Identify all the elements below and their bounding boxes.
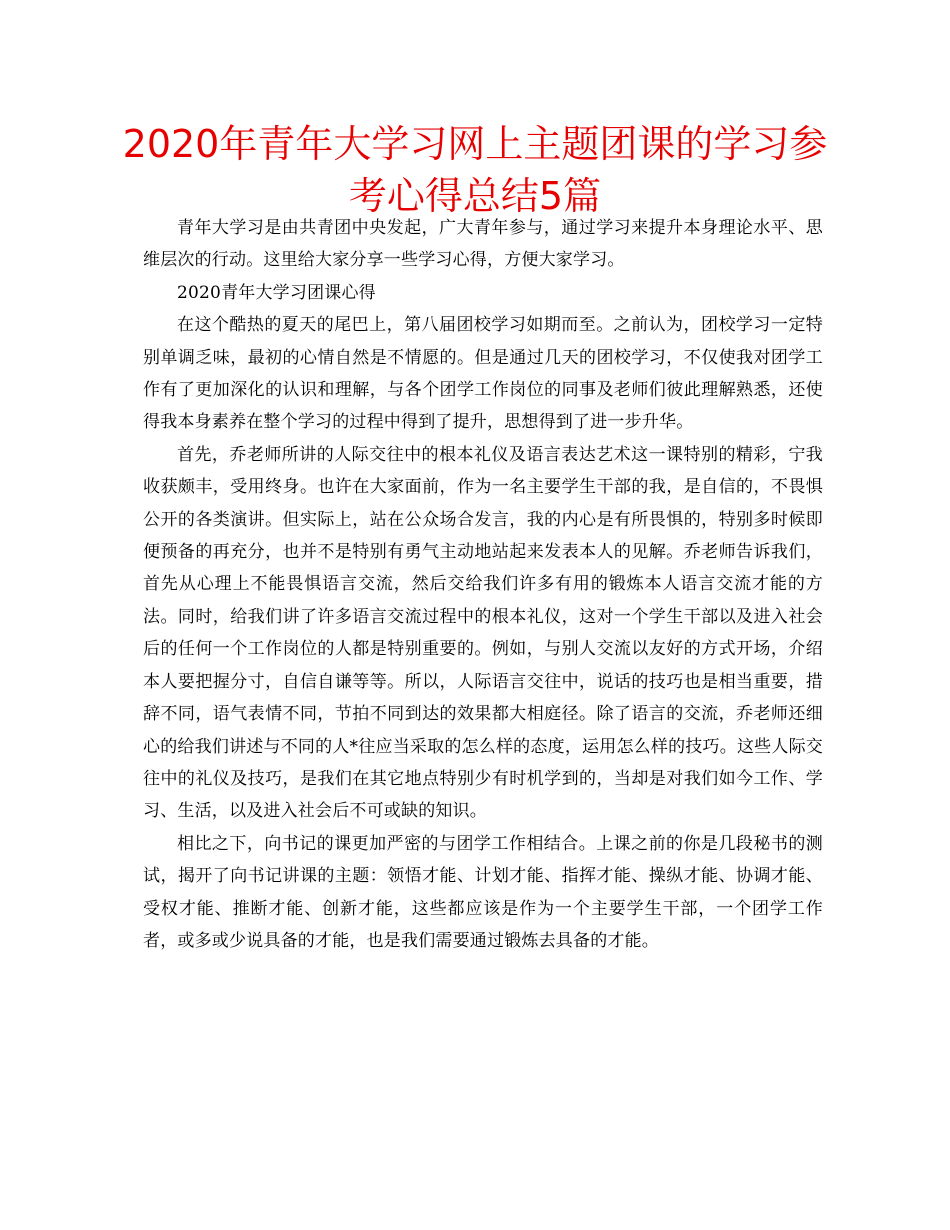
body-paragraph: 相比之下，向书记的课更加严密的与团学工作相结合。上课之前的你是几段秘书的测试，揭开了向书记讲课的主题：领悟才能、计划才能、指挥才能、操纵才能、协调才能、受权才能、推断才能、创新才能，这些都应该是作为一个主要学生干部，一个团学工作者，或多或少说具备的才能，也是我们需要通过锻炼去具备的才能。 xyxy=(143,833,823,951)
body-paragraph: 在这个酷热的夏天的尾巴上，第八届团校学习如期而至。之前认为，团校学习一定特别单调乏味，最初的心情自然是不情愿的。但是通过几天的团校学习，不仅使我对团学工作有了更加深化的认识和理解，与各个团学工作岗位的同事及老师们彼此理解熟悉，还使得我本身素养在整个学习的过程中得到了提升，思想得到了进一步升华。 xyxy=(143,315,823,433)
document-title-line-1: 2020年青年大学习网上主题团课的学习参 xyxy=(122,122,828,166)
document-body xyxy=(143,212,823,957)
intro-paragraph: 青年大学习是由共青团中央发起，广大青年参与，通过学习来提升本身理论水平、思维层次的行动。这里给大家分享一些学习心得，方便大家学习。 xyxy=(143,218,823,271)
section-heading: 2020青年大学习团课心得 xyxy=(177,282,376,303)
body-paragraph: 首先，乔老师所讲的人际交往中的根本礼仪及语言表达艺术这一课特别的精彩，宁我收获颇丰，受用终身。也许在大家面前，作为一名主要学生干部的我，是自信的，不畏惧公开的各类演讲。但实际上，站在公众场合发言，我的内心是有所畏惧的，特别多时候即便预备的再充分，也并不是特别有勇气主动地站起来发表本人的见解。乔老师告诉我们，首先从心理上不能畏惧语言交流，然后交给我们许多有用的锻炼本人语言交流才能的方法。同时，给我们讲了许多语言交流过程中的根本礼仪，这对一个学生干部以及进入社会后的任何一个工作岗位的人都是特别重要的。例如，与别人交流以友好的方式开场，介绍本人要把握分寸，自信自谦等等。所以，人际语言交往中，说话的技巧也是相当重要，措辞不同，语气表情不同，节拍不同到达的效果都大相庭径。除了语言的交流，乔老师还细心的给我们讲述与不同的人*往应当采取的怎么样的态度，运用怎么样的技巧。这些人际交往中的礼仪及技巧，是我们在其它地点特别少有时机学到的，当却是对我们如今工作、学习、生活，以及进入社会后不可或缺的知识。 xyxy=(143,444,823,822)
document-title-line-2: 考心得总结5篇 xyxy=(348,174,602,218)
